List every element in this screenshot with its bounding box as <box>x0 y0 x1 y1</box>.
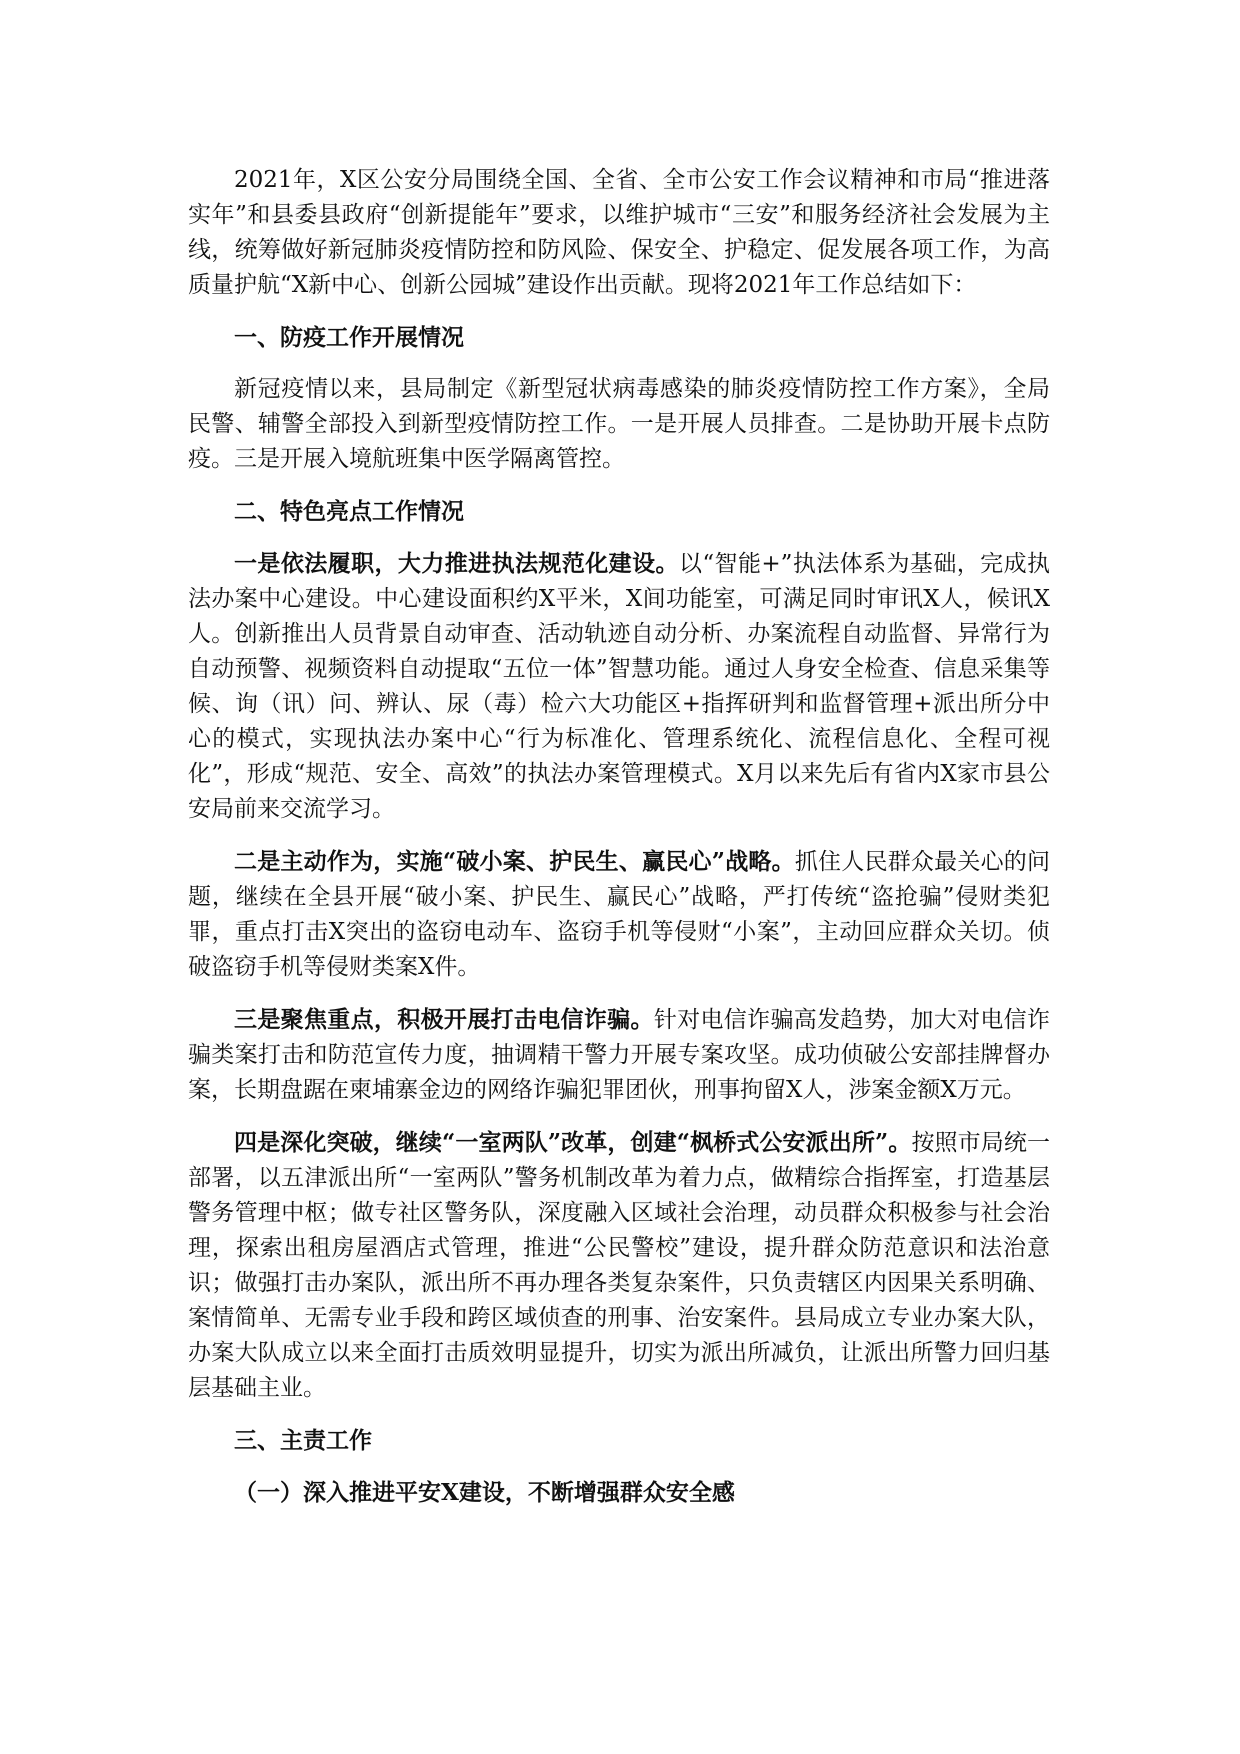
highlight-lead-2: 二是主动作为，实施“破小案、护民生、赢民心”战略。 <box>234 848 795 875</box>
highlight-body-4: 按照市局统一部署，以五津派出所“一室两队”警务机制改革为着力点，做精综合指挥室，打造基层警务管理中枢；做专社区警务队，深度融入区域社会治理，动员群众积极参与社会治理，探索出租房屋酒店式管理，推进“公民警校”建设，提升群众防范意识和法治意识；做强打击办案队，派出所不再办理各类复杂案件，只负责辖区内因果关系明确、案情简单、无需专业手段和跨区域侦查的刑事、治安案件。县局成立专业办案大队，办案大队成立以来全面打击质效明显提升，切实为派出所减负，让派出所警力回归基层基础主业。 <box>188 1130 1051 1401</box>
section-heading-epidemic: 一、防疫工作开展情况 <box>234 324 464 351</box>
epidemic-paragraph: 新冠疫情以来，县局制定《新型冠状病毒感染的肺炎疫情防控工作方案》，全局民警、辅警全部投入到新型疫情防控工作。一是开展人员排查。二是协助开展卡点防疫。三是开展入境航班集中医学隔离管控。 <box>188 376 1050 472</box>
highlight-lead-1: 一是依法履职，大力推进执法规范化建设。 <box>234 550 679 577</box>
intro-paragraph: 2021年，X区公安分局围绕全国、全省、全市公安工作会议精神和市局“推进落实年”和县委县政府“创新提能年”要求，以维护城市“三安”和服务经济社会发展为主线，统筹做好新冠肺炎疫情防控和防风险、保安全、护稳定、促发展各项工作，为高质量护航“X新中心、创新公园城”建设作出贡献。现将2021年工作总结如下： <box>188 167 1050 298</box>
document-page <box>188 163 1050 1527</box>
highlight-lead-3: 三是聚焦重点，积极开展打击电信诈骗。 <box>234 1006 654 1033</box>
highlight-paragraph-4 <box>188 1125 1050 1406</box>
highlight-paragraph-2 <box>188 844 1050 985</box>
highlight-paragraph-3 <box>188 1002 1050 1108</box>
subsection-heading-safety: （一）深入推进平安X建设，不断增强群众安全感 <box>234 1479 735 1506</box>
highlight-body-2: 抓住人民群众最关心的问题，继续在全县开展“破小案、护民生、赢民心”战略，严打传统“盗抢骗”侵财类犯罪，重点打击X突出的盗窃电动车、盗窃手机等侵财“小案”，主动回应群众关切。侦破盗窃手机等侵财类案X件。 <box>188 849 1050 980</box>
highlight-body-3: 针对电信诈骗高发趋势，加大对电信诈骗类案打击和防范宣传力度，抽调精干警力开展专案攻坚。成功侦破公安部挂牌督办案，长期盘踞在柬埔寨金边的网络诈骗犯罪团伙，刑事拘留X人，涉案金额X万元。 <box>188 1007 1051 1103</box>
highlight-lead-4: 四是深化突破，继续“一室两队”改革，创建“枫桥式公安派出所”。 <box>234 1129 912 1156</box>
highlight-paragraph-1 <box>188 546 1050 827</box>
highlight-body-1: 以“智能+”执法体系为基础，完成执法办案中心建设。中心建设面积约X平米，X间功能室，可满足同时审讯X人，候讯X人。创新推出人员背景自动审查、活动轨迹自动分析、办案流程自动监督、异常行为自动预警、视频资料自动提取“五位一体”智慧功能。通过人身安全检查、信息采集等候、询（讯）问、辨认、尿（毒）检六大功能区+指挥研判和监督管理+派出所分中心的模式，实现执法办案中心“行为标准化、管理系统化、流程信息化、全程可视化”，形成“规范、安全、高效”的执法办案管理模式。X月以来先后有省内X家市县公安局前来交流学习。 <box>188 551 1050 822</box>
section-heading-highlights: 二、特色亮点工作情况 <box>234 498 464 525</box>
section-heading-main-duties: 三、主责工作 <box>234 1427 372 1454</box>
